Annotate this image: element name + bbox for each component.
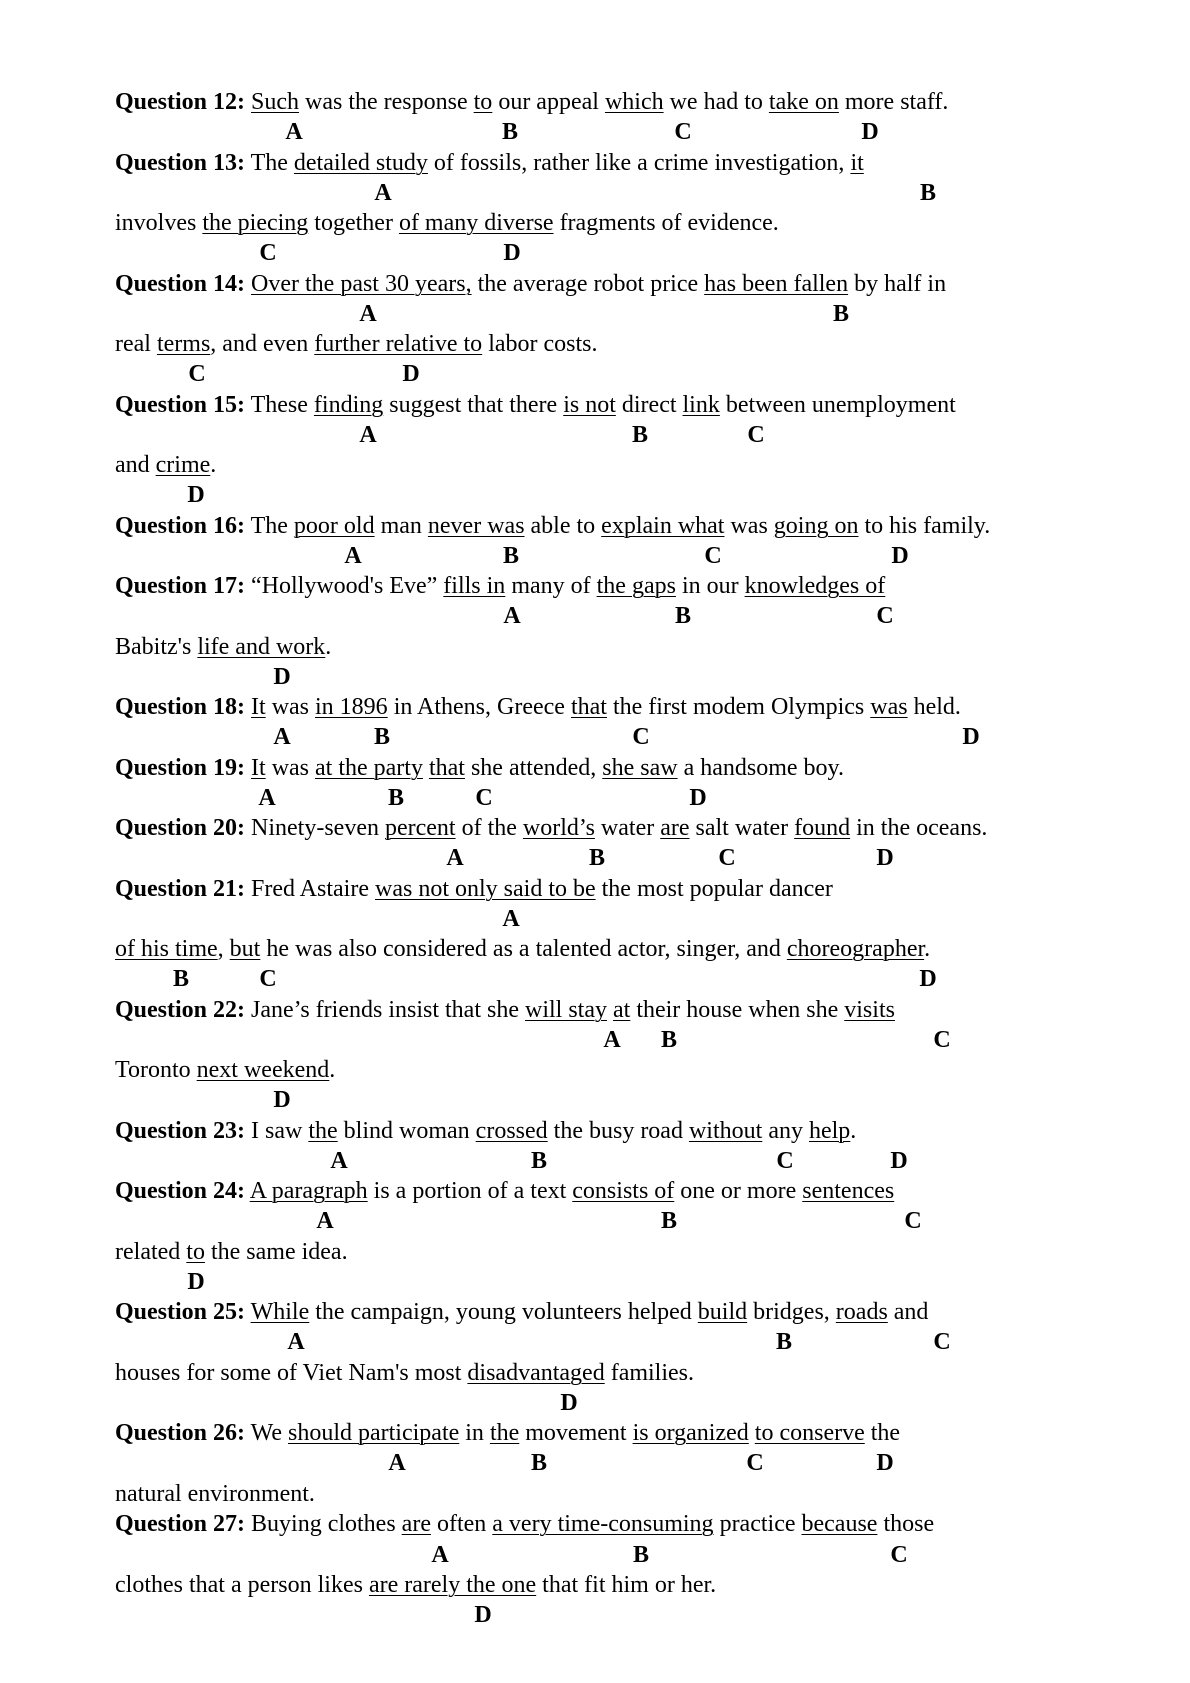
option-letter-a: A xyxy=(287,1329,305,1355)
underlined-option: finding xyxy=(313,392,384,418)
option-letter-b: B xyxy=(632,1542,650,1568)
option-letter-d: D xyxy=(187,1269,205,1295)
question-line xyxy=(115,512,990,540)
option-letter-b: B xyxy=(919,180,937,206)
underlined-option: life and work xyxy=(197,634,326,660)
option-letter-d: D xyxy=(187,482,205,508)
underlined-option: is not xyxy=(563,392,616,418)
option-letter-b: B xyxy=(674,603,692,629)
underlined-option: without xyxy=(688,1118,763,1144)
sentence-text: the campaign, young volunteers helped xyxy=(309,1299,698,1325)
option-letter-a: A xyxy=(374,180,392,206)
sentence-text: water xyxy=(594,815,661,841)
sentence-text: she attended, xyxy=(464,755,603,781)
option-letters-row xyxy=(0,723,1190,751)
option-letters-row xyxy=(0,905,1190,933)
question-label: Question 26: xyxy=(115,1420,246,1446)
underlined-option: at xyxy=(612,997,631,1023)
sentence-text: salt water xyxy=(689,815,795,841)
underlined-option: world’s xyxy=(522,815,595,841)
option-letter-d: D xyxy=(273,664,291,690)
sentence-text: . xyxy=(850,1118,857,1144)
option-letter-b: B xyxy=(660,1208,678,1234)
underlined-option: percent xyxy=(384,815,456,841)
underlined-option: of many diverse xyxy=(398,210,554,236)
option-letters-row xyxy=(0,784,1190,812)
option-letter-c: C xyxy=(933,1027,951,1053)
underlined-option: A paragraph xyxy=(249,1178,368,1204)
sentence-text: in xyxy=(459,1420,490,1446)
question-line xyxy=(115,1177,894,1205)
underlined-option: explain what xyxy=(601,513,725,539)
option-letter-c: C xyxy=(259,240,277,266)
sentence-text: and xyxy=(887,1299,929,1325)
question-label: Question 20: xyxy=(115,815,246,841)
option-letter-b: B xyxy=(775,1329,793,1355)
option-letter-a: A xyxy=(359,301,377,327)
sentence-text: one or more xyxy=(674,1178,803,1204)
question-line xyxy=(115,572,885,600)
underlined-option: the xyxy=(489,1420,520,1446)
option-letter-b: B xyxy=(530,1148,548,1174)
underlined-option: It xyxy=(251,694,266,720)
option-letter-b: B xyxy=(373,724,391,750)
question-line xyxy=(115,996,895,1024)
question-continuation-line xyxy=(115,330,598,358)
underlined-option: should participate xyxy=(287,1420,460,1446)
underlined-option: build xyxy=(697,1299,748,1325)
question-label: Question 21: xyxy=(115,876,246,902)
option-letter-d: D xyxy=(891,543,909,569)
question-line xyxy=(115,754,844,782)
question-label: Question 18: xyxy=(115,694,246,720)
option-letters-row xyxy=(0,1026,1190,1054)
option-letter-c: C xyxy=(718,845,736,871)
underlined-option: the piecing xyxy=(202,210,309,236)
underlined-option: because xyxy=(801,1511,878,1537)
underlined-option: going on xyxy=(773,513,859,539)
sentence-text: . xyxy=(329,1057,336,1083)
underlined-option: it xyxy=(850,150,864,176)
question-line xyxy=(115,1298,928,1326)
option-letter-c: C xyxy=(632,724,650,750)
option-letters-row xyxy=(0,1541,1190,1569)
underlined-option: further relative to xyxy=(314,331,483,357)
sentence-text: bridges, xyxy=(747,1299,836,1325)
option-letter-c: C xyxy=(674,119,692,145)
option-letters-row xyxy=(0,179,1190,207)
underlined-option: to xyxy=(473,89,493,115)
sentence-text: blind woman xyxy=(337,1118,476,1144)
option-letters-row xyxy=(0,1389,1190,1417)
underlined-option: While xyxy=(250,1299,310,1325)
option-letter-d: D xyxy=(919,966,937,992)
sentence-text: those xyxy=(877,1511,935,1537)
underlined-option: take on xyxy=(768,89,839,115)
sentence-text: is a portion of a text xyxy=(367,1178,573,1204)
option-letter-c: C xyxy=(747,422,765,448)
sentence-text: was xyxy=(265,755,316,781)
sentence-text: any xyxy=(762,1118,809,1144)
sentence-text: clothes that a person likes xyxy=(115,1572,369,1598)
question-line xyxy=(115,1419,900,1447)
question-line xyxy=(115,149,864,177)
option-letters-row xyxy=(0,1449,1190,1477)
option-letter-d: D xyxy=(876,845,894,871)
underlined-option: are xyxy=(401,1511,431,1537)
sentence-text: the most popular dancer xyxy=(595,876,833,902)
sentence-text: I saw xyxy=(251,1118,309,1144)
question-label: Question 24: xyxy=(115,1178,246,1204)
option-letter-b: B xyxy=(588,845,606,871)
sentence-text: a handsome boy. xyxy=(677,755,844,781)
sentence-text: was xyxy=(265,694,316,720)
underlined-option: of his time xyxy=(115,936,218,962)
sentence-text: suggest that there xyxy=(383,392,564,418)
underlined-option: that xyxy=(570,694,607,720)
underlined-option: in 1896 xyxy=(315,694,388,720)
underlined-option: terms xyxy=(156,331,211,357)
sentence-text: held. xyxy=(907,694,961,720)
option-letter-b: B xyxy=(502,543,520,569)
sentence-text: their house when she xyxy=(630,997,845,1023)
underlined-option: knowledges of xyxy=(744,573,886,599)
option-letter-d: D xyxy=(890,1148,908,1174)
sentence-text: . xyxy=(924,936,931,962)
underlined-option: to conserve xyxy=(754,1420,865,1446)
sentence-text: he was also considered as a talented actor, singer, and xyxy=(260,936,787,962)
question-label: Question 12: xyxy=(115,89,246,115)
question-continuation-line xyxy=(115,1056,335,1084)
option-letter-a: A xyxy=(330,1148,348,1174)
question-label: Question 13: xyxy=(115,150,246,176)
option-letters-row xyxy=(0,1268,1190,1296)
option-letter-b: B xyxy=(631,422,649,448)
option-letter-b: B xyxy=(832,301,850,327)
option-letter-a: A xyxy=(285,119,303,145)
underlined-option: the xyxy=(308,1118,338,1144)
sentence-text: Toronto xyxy=(115,1057,197,1083)
question-line xyxy=(115,1510,934,1538)
underlined-option: sentences xyxy=(802,1178,895,1204)
question-continuation-line xyxy=(115,1238,348,1266)
sentence-text: of fossils, rather like a crime investigation, xyxy=(427,150,851,176)
option-letter-d: D xyxy=(962,724,980,750)
option-letters-row xyxy=(0,1147,1190,1175)
sentence-text: in our xyxy=(675,573,745,599)
underlined-option: consists of xyxy=(572,1178,675,1204)
underlined-option: help xyxy=(808,1118,851,1144)
option-letter-c: C xyxy=(776,1148,794,1174)
option-letter-a: A xyxy=(446,845,464,871)
underlined-option: is organized xyxy=(632,1420,749,1446)
question-line xyxy=(115,814,987,842)
sentence-text: the busy road xyxy=(547,1118,689,1144)
underlined-option: choreographer xyxy=(786,936,925,962)
question-label: Question 15: xyxy=(115,392,246,418)
sentence-text: more staff. xyxy=(838,89,949,115)
question-label: Question 27: xyxy=(115,1511,246,1537)
option-letter-d: D xyxy=(503,240,521,266)
option-letter-a: A xyxy=(344,543,362,569)
underlined-option: was xyxy=(870,694,908,720)
sentence-text: families. xyxy=(604,1360,695,1386)
question-line xyxy=(115,693,961,721)
sentence-text: , xyxy=(217,936,230,962)
underlined-option: crime xyxy=(155,452,211,478)
underlined-option: has been fallen xyxy=(704,271,849,297)
option-letter-d: D xyxy=(861,119,879,145)
underlined-option: poor old xyxy=(293,513,375,539)
sentence-text: fragments of evidence. xyxy=(553,210,779,236)
sentence-text: able to xyxy=(524,513,602,539)
sentence-text: in the oceans. xyxy=(850,815,988,841)
question-continuation-line xyxy=(115,209,779,237)
question-continuation-line xyxy=(115,935,930,963)
sentence-text: direct xyxy=(615,392,683,418)
option-letters-row xyxy=(0,1328,1190,1356)
option-letter-d: D xyxy=(402,361,420,387)
question-label: Question 19: xyxy=(115,755,246,781)
sentence-text: often xyxy=(430,1511,493,1537)
option-letters-row xyxy=(0,1207,1190,1235)
underlined-option: found xyxy=(794,815,851,841)
underlined-option: roads xyxy=(835,1299,888,1325)
sentence-text: The xyxy=(250,513,294,539)
sentence-text: Buying clothes xyxy=(251,1511,402,1537)
sentence-text: Ninety-seven xyxy=(251,815,385,841)
underlined-option: Over the past 30 years, xyxy=(251,271,472,297)
option-letter-b: B xyxy=(387,785,405,811)
option-letter-a: A xyxy=(316,1208,334,1234)
underlined-option: to xyxy=(186,1239,205,1265)
sentence-text: man xyxy=(374,513,428,539)
option-letters-row xyxy=(0,602,1190,630)
option-letters-row xyxy=(0,239,1190,267)
question-label: Question 22: xyxy=(115,997,246,1023)
option-letters-row xyxy=(0,481,1190,509)
underlined-option: a very time-consuming xyxy=(492,1511,714,1537)
underlined-option: next weekend xyxy=(196,1057,330,1083)
sentence-text: that fit him or her. xyxy=(536,1572,717,1598)
option-letter-c: C xyxy=(704,543,722,569)
underlined-option: are xyxy=(660,815,690,841)
underlined-option: was not only said to be xyxy=(375,876,596,902)
underlined-option: detailed study xyxy=(293,150,428,176)
option-letter-d: D xyxy=(273,1087,291,1113)
option-letter-c: C xyxy=(904,1208,922,1234)
sentence-text: These xyxy=(250,392,314,418)
option-letters-row xyxy=(0,421,1190,449)
sentence-text: the first modem Olympics xyxy=(606,694,871,720)
question-label: Question 23: xyxy=(115,1118,246,1144)
option-letter-d: D xyxy=(474,1602,492,1628)
underlined-option: will stay xyxy=(524,997,607,1023)
sentence-text: our appeal xyxy=(492,89,605,115)
underlined-option: are rarely the one xyxy=(368,1572,537,1598)
sentence-text: to his family. xyxy=(858,513,991,539)
option-letter-a: A xyxy=(388,1450,406,1476)
option-letter-b: B xyxy=(530,1450,548,1476)
option-letters-row xyxy=(0,965,1190,993)
sentence-text: we had to xyxy=(663,89,769,115)
option-letters-row xyxy=(0,1601,1190,1629)
question-line xyxy=(115,1117,856,1145)
option-letter-c: C xyxy=(259,966,277,992)
sentence-text: labor costs. xyxy=(482,331,598,357)
sentence-text: . xyxy=(210,452,217,478)
sentence-text: many of xyxy=(505,573,597,599)
sentence-text: by half in xyxy=(848,271,947,297)
underlined-option: she saw xyxy=(602,755,678,781)
sentence-text: and xyxy=(115,452,156,478)
option-letters-row xyxy=(0,1086,1190,1114)
underlined-option: the gaps xyxy=(596,573,676,599)
question-line xyxy=(115,875,833,903)
option-letters-row xyxy=(0,300,1190,328)
option-letter-d: D xyxy=(560,1390,578,1416)
underlined-option: Such xyxy=(251,89,300,115)
option-letter-a: A xyxy=(502,906,520,932)
option-letter-c: C xyxy=(890,1542,908,1568)
sentence-text: real xyxy=(115,331,157,357)
question-continuation-line xyxy=(115,1480,315,1508)
option-letter-b: B xyxy=(172,966,190,992)
question-label: Question 16: xyxy=(115,513,246,539)
option-letter-c: C xyxy=(933,1329,951,1355)
underlined-option: disadvantaged xyxy=(467,1360,605,1386)
underlined-option: It xyxy=(251,755,266,781)
option-letter-a: A xyxy=(431,1542,449,1568)
underlined-option: never was xyxy=(427,513,525,539)
sentence-text: The xyxy=(250,150,294,176)
sentence-text: houses for some of Viet Nam's most xyxy=(115,1360,468,1386)
option-letter-a: A xyxy=(503,603,521,629)
sentence-text: related xyxy=(115,1239,187,1265)
option-letter-a: A xyxy=(258,785,276,811)
question-line xyxy=(115,391,956,419)
option-letter-b: B xyxy=(660,1027,678,1053)
option-letter-c: C xyxy=(475,785,493,811)
option-letters-row xyxy=(0,118,1190,146)
sentence-text: of the xyxy=(455,815,523,841)
question-label: Question 14: xyxy=(115,271,246,297)
sentence-text: We xyxy=(250,1420,288,1446)
sentence-text: the same idea. xyxy=(204,1239,348,1265)
option-letter-d: D xyxy=(876,1450,894,1476)
underlined-option: visits xyxy=(844,997,895,1023)
sentence-text: movement xyxy=(519,1420,633,1446)
option-letter-a: A xyxy=(273,724,291,750)
underlined-option: fills in xyxy=(443,573,506,599)
option-letters-row xyxy=(0,663,1190,691)
question-continuation-line xyxy=(115,451,216,479)
sentence-text: “Hollywood's Eve” xyxy=(251,573,444,599)
sentence-text: the xyxy=(864,1420,901,1446)
sentence-text: Jane’s friends insist that she xyxy=(251,997,525,1023)
question-label: Question 17: xyxy=(115,573,246,599)
option-letters-row xyxy=(0,542,1190,570)
sentence-text: involves xyxy=(115,210,203,236)
question-label: Question 25: xyxy=(115,1299,246,1325)
underlined-option: that xyxy=(428,755,465,781)
sentence-text: , and even xyxy=(210,331,315,357)
option-letter-d: D xyxy=(689,785,707,811)
sentence-text: was xyxy=(724,513,774,539)
underlined-option: but xyxy=(229,936,261,962)
underlined-option: which xyxy=(604,89,664,115)
option-letters-row xyxy=(0,844,1190,872)
underlined-option: at the party xyxy=(315,755,423,781)
question-line xyxy=(115,88,948,116)
sentence-text: Babitz's xyxy=(115,634,198,660)
sentence-text: was the response xyxy=(299,89,474,115)
question-line xyxy=(115,270,946,298)
option-letter-a: A xyxy=(603,1027,621,1053)
sentence-text: together xyxy=(308,210,399,236)
sentence-text: between unemployment xyxy=(719,392,956,418)
option-letters-row xyxy=(0,360,1190,388)
sentence-text: Fred Astaire xyxy=(251,876,375,902)
sentence-text: in Athens, Greece xyxy=(387,694,571,720)
question-continuation-line xyxy=(115,633,331,661)
question-continuation-line xyxy=(115,1359,694,1387)
question-continuation-line xyxy=(115,1571,716,1599)
option-letter-a: A xyxy=(359,422,377,448)
option-letter-c: C xyxy=(188,361,206,387)
sentence-text: natural environment. xyxy=(115,1481,315,1507)
option-letter-c: C xyxy=(746,1450,764,1476)
option-letter-c: C xyxy=(876,603,894,629)
underlined-option: link xyxy=(682,392,720,418)
sentence-text: practice xyxy=(713,1511,802,1537)
sentence-text: . xyxy=(325,634,332,660)
underlined-option: crossed xyxy=(475,1118,548,1144)
sentence-text: the average robot price xyxy=(471,271,705,297)
option-letter-b: B xyxy=(501,119,519,145)
